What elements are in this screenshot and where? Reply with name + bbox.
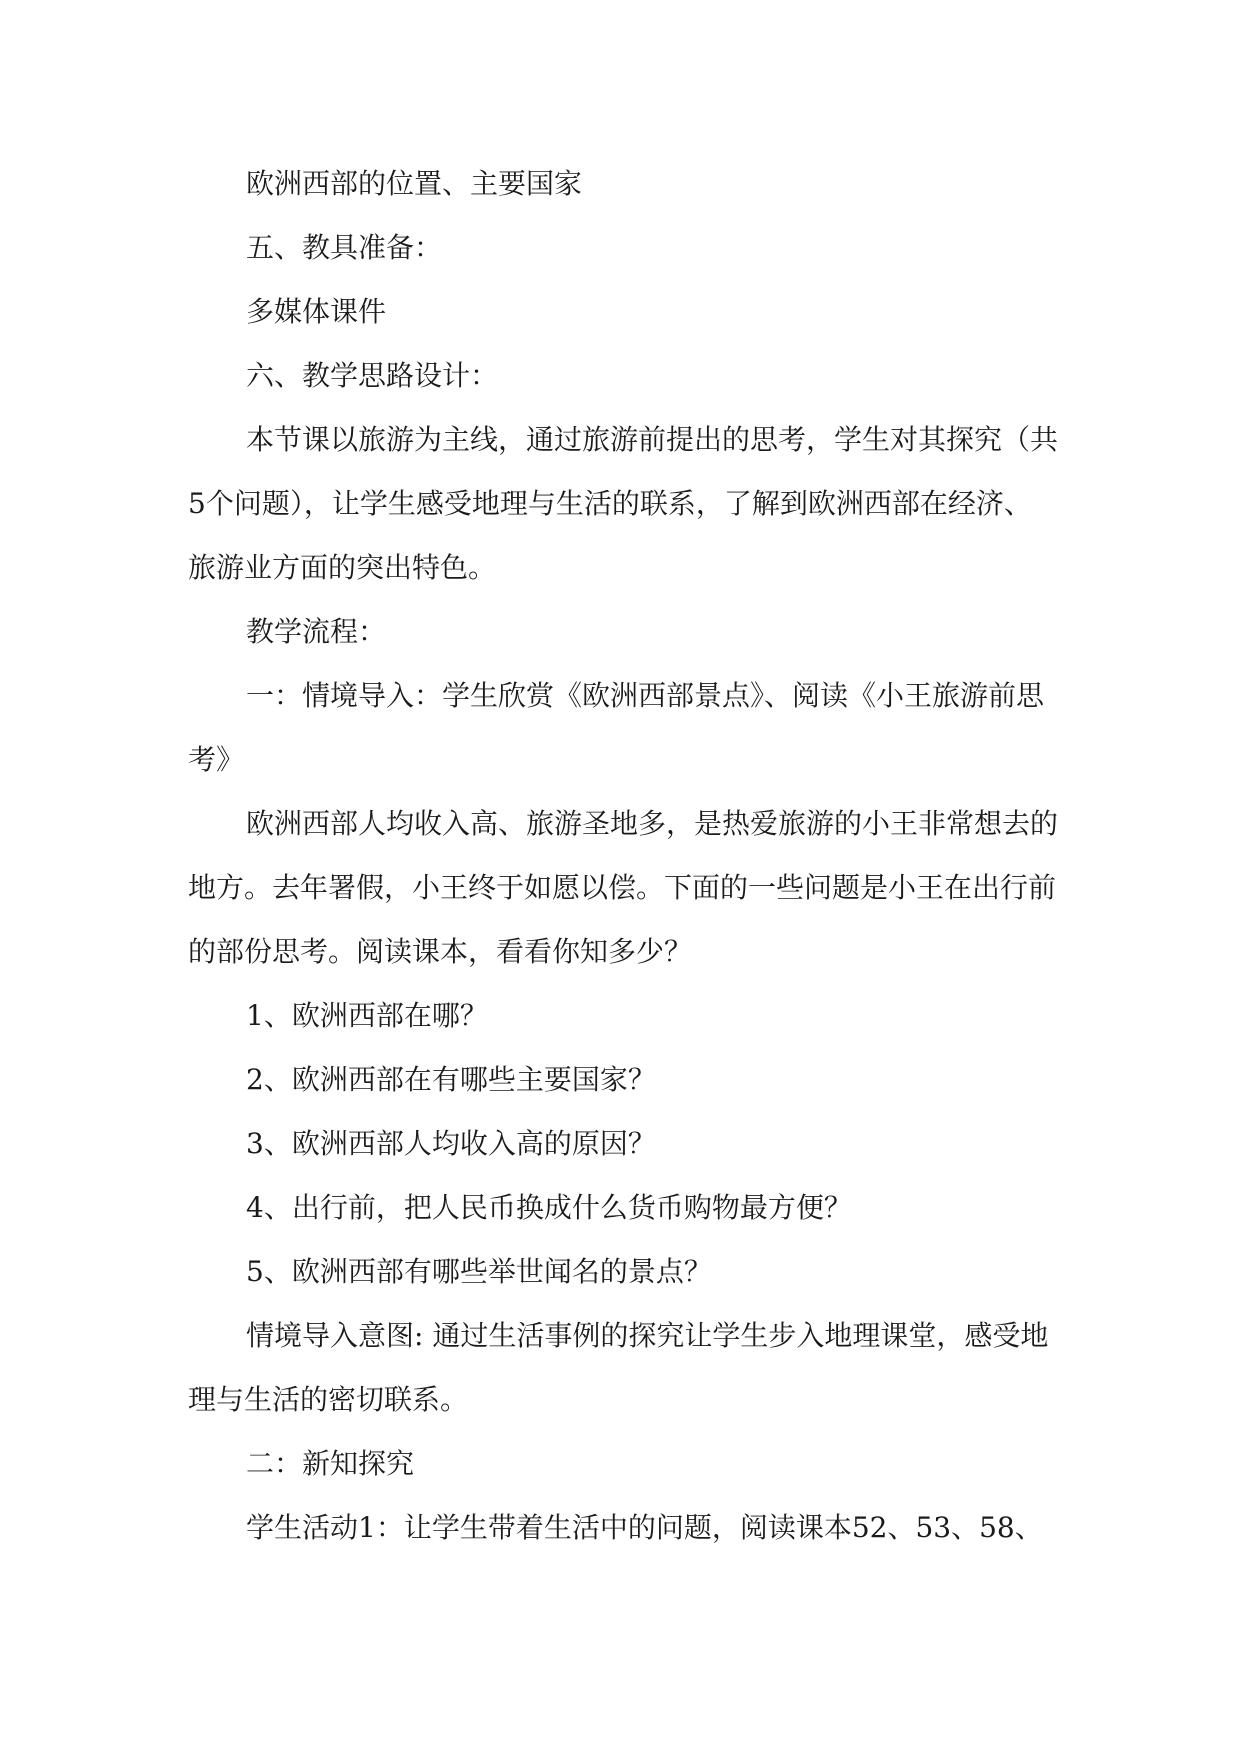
question-item: 1、欧洲西部在哪？ — [246, 999, 488, 1032]
heading-teaching-design: 六、教学思路设计： — [246, 359, 499, 392]
paragraph-scenario: 欧洲西部人均收入高、旅游圣地多，是热爱旅游的小王非常想去的地方。去年署假，小王终于如愿以偿。下面的一些问题是小王在出行前的部份思考。阅读课本，看看你知多少？ — [188, 807, 1059, 968]
paragraph-topic: 欧洲西部的位置、主要国家 — [246, 167, 583, 200]
question-item: 4、出行前，把人民币换成什么货币购物最方便？ — [246, 1191, 852, 1224]
question-item: 3、欧洲西部人均收入高的原因？ — [246, 1127, 656, 1160]
paragraph-intent: 情境导入意图: 通过生活事例的探究让学生步入地理课堂，感受地理与生活的密切联系。 — [188, 1319, 1049, 1416]
paragraph-student-activity: 学生活动1：让学生带着生活中的问题，阅读课本52、53、58、 — [246, 1511, 1043, 1544]
paragraph-design-description: 本节课以旅游为主线，通过旅游前提出的思考，学生对其探究（共5个问题），让学生感受地理与生活的联系，了解到欧洲西部在经济、旅游业方面的突出特色。 — [188, 423, 1059, 584]
heading-teaching-process: 教学流程： — [246, 615, 387, 648]
question-item: 2、欧洲西部在有哪些主要国家？ — [246, 1063, 656, 1096]
heading-new-knowledge: 二：新知探究 — [246, 1447, 415, 1480]
question-item: 5、欧洲西部有哪些举世闻名的景点？ — [246, 1255, 712, 1288]
heading-teaching-aids: 五、教具准备： — [246, 231, 443, 264]
paragraph-teaching-aids: 多媒体课件 — [246, 295, 387, 328]
paragraph-situation-intro: 一：情境导入：学生欣赏《欧洲西部景点》、阅读《小王旅游前思考》 — [188, 679, 1045, 776]
document-body — [188, 152, 1058, 1560]
